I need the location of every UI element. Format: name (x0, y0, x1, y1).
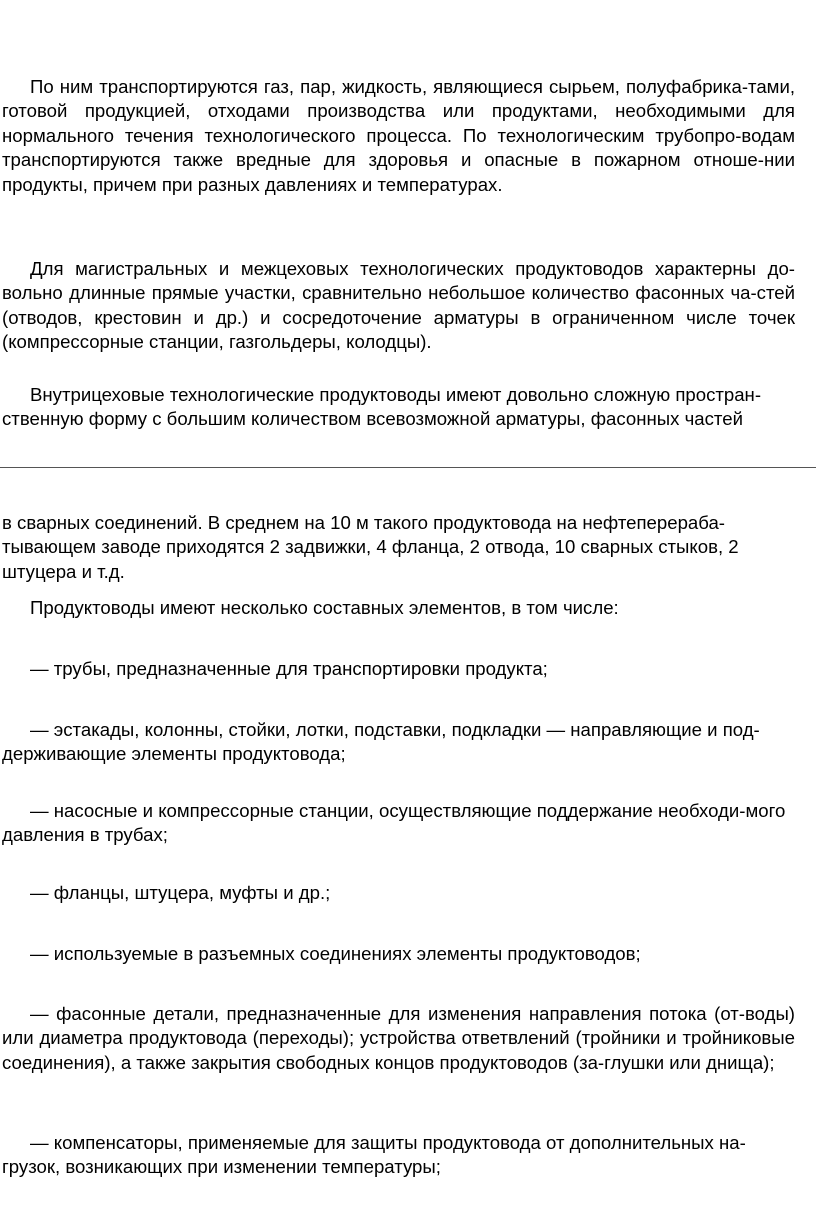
list-item-fittings: — фасонные детали, предназначенные для изменения направления потока (от-воды) или диаметра продуктовода (переходы); устройства ответвлений (тройники и тройниковые соединения), а также закрытия свободных концов продуктоводов (за-глушки или днища); (2, 1003, 795, 1073)
list-item-compensators: — компенсаторы, применяемые для защиты продуктовода от дополнительных на-грузок, возникающих при изменении температуры; (2, 1132, 746, 1178)
list-item-detachable-joints: — используемые в разъемных соединениях элементы продуктоводов; (30, 943, 641, 964)
paragraph-main-pipelines: Для магистральных и межцеховых технологических продуктоводов характерны до-вольно длинные прямые участки, сравнительно небольшое количество фасонных ча-стей (отводов, крестовин и др.) и сосредоточение арматуры в ограниченном числе точек (компрессорные станции, газгольдеры, колодцы). (2, 258, 795, 353)
list-item-flanges: — фланцы, штуцера, муфты и др.; (30, 882, 331, 903)
list-item-pipes: — трубы, предназначенные для транспортировки продукта; (30, 658, 548, 679)
paragraph-welded-joints: в сварных соединений. В среднем на 10 м такого продуктовода на нефтеперераба-тывающем заводе приходятся 2 задвижки, 4 фланца, 2 отвода, 10 сварных стыков, 2 штуцера и т.д. (2, 512, 739, 582)
paragraph-in-shop-pipelines: Внутрицеховые технологические продуктоводы имеют довольно сложную простран-ственную форму с большим количеством всевозможной арматуры, фасонных частей (2, 384, 762, 430)
list-item-supports: — эстакады, колонны, стойки, лотки, подставки, подкладки — направляющие и под-держивающие элементы продуктовода; (2, 719, 760, 765)
list-item-pump-stations: — насосные и компрессорные станции, осуществляющие поддержание необходи-мого давления в трубах; (2, 800, 786, 846)
paragraph-elements-intro: Продуктоводы имеют несколько составных элементов, в том числе: (30, 597, 619, 618)
paragraph-transported-media: По ним транспортируются газ, пар, жидкость, являющиеся сырьем, полуфабрика-тами, готовой продукцией, отходами производства или продуктами, необходимыми для нормального течения технологического процесса. По технологическим трубопро-водам транспортируются также вредные для здоровья и опасные в пожарном отноше-нии продукты, причем при разных давлениях и температурах. (2, 76, 795, 195)
page-break-divider (0, 467, 816, 468)
